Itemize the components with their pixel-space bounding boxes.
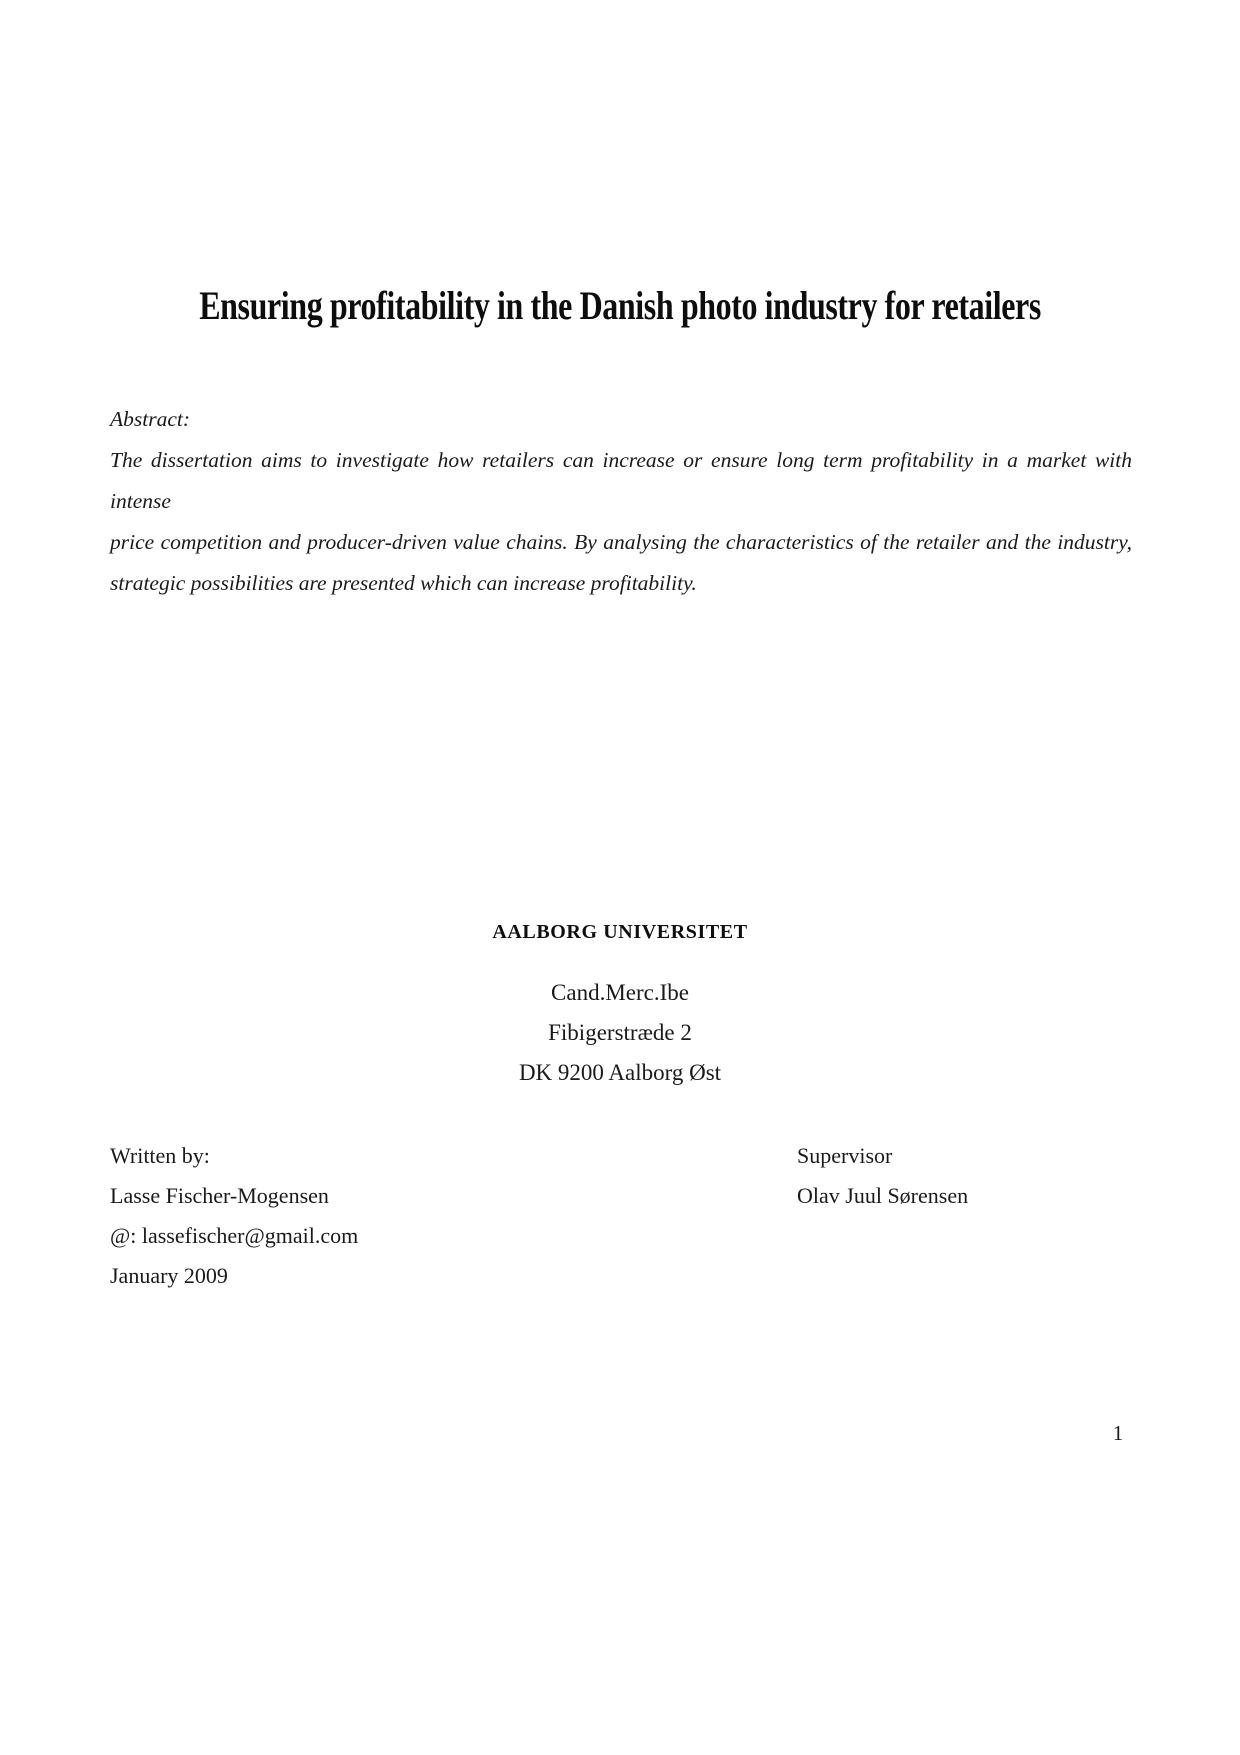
- university-address: [0, 973, 1240, 1093]
- author-column: [110, 1136, 670, 1296]
- page-number: 1: [1112, 1421, 1124, 1445]
- author-label: Written by:: [110, 1143, 210, 1168]
- supervisor-name: Olav Juul Sørensen: [797, 1183, 969, 1208]
- abstract-line-2: price competition and producer-driven value chains. By analysing the characteristics of the retailer and the industry,: [110, 530, 1132, 554]
- title-row: [0, 282, 1240, 329]
- university-street: Fibigerstræde 2: [548, 1020, 692, 1045]
- supervisor-column: [797, 1136, 1132, 1216]
- university-department: Cand.Merc.Ibe: [551, 980, 689, 1005]
- author-name: Lasse Fischer-Mogensen: [110, 1183, 329, 1208]
- university-city: DK 9200 Aalborg Øst: [518, 1060, 722, 1085]
- document-title: Ensuring profitability in the Danish photo industry for retailers: [199, 283, 1041, 328]
- author-date: January 2009: [110, 1263, 228, 1288]
- university-name: AALBORG UNIVERSITET: [492, 921, 748, 943]
- abstract-line-1: The dissertation aims to investigate how retailers can increase or ensure long term profitability in a market with intense: [110, 448, 1132, 513]
- abstract-label: Abstract:: [110, 407, 191, 431]
- supervisor-label: Supervisor: [797, 1143, 893, 1168]
- abstract-section: [110, 399, 1132, 604]
- university-block: [0, 921, 1240, 1093]
- author-email: @: lassefischer@gmail.com: [110, 1223, 359, 1248]
- abstract-line-3: strategic possibilities are presented which can increase profitability.: [110, 571, 697, 595]
